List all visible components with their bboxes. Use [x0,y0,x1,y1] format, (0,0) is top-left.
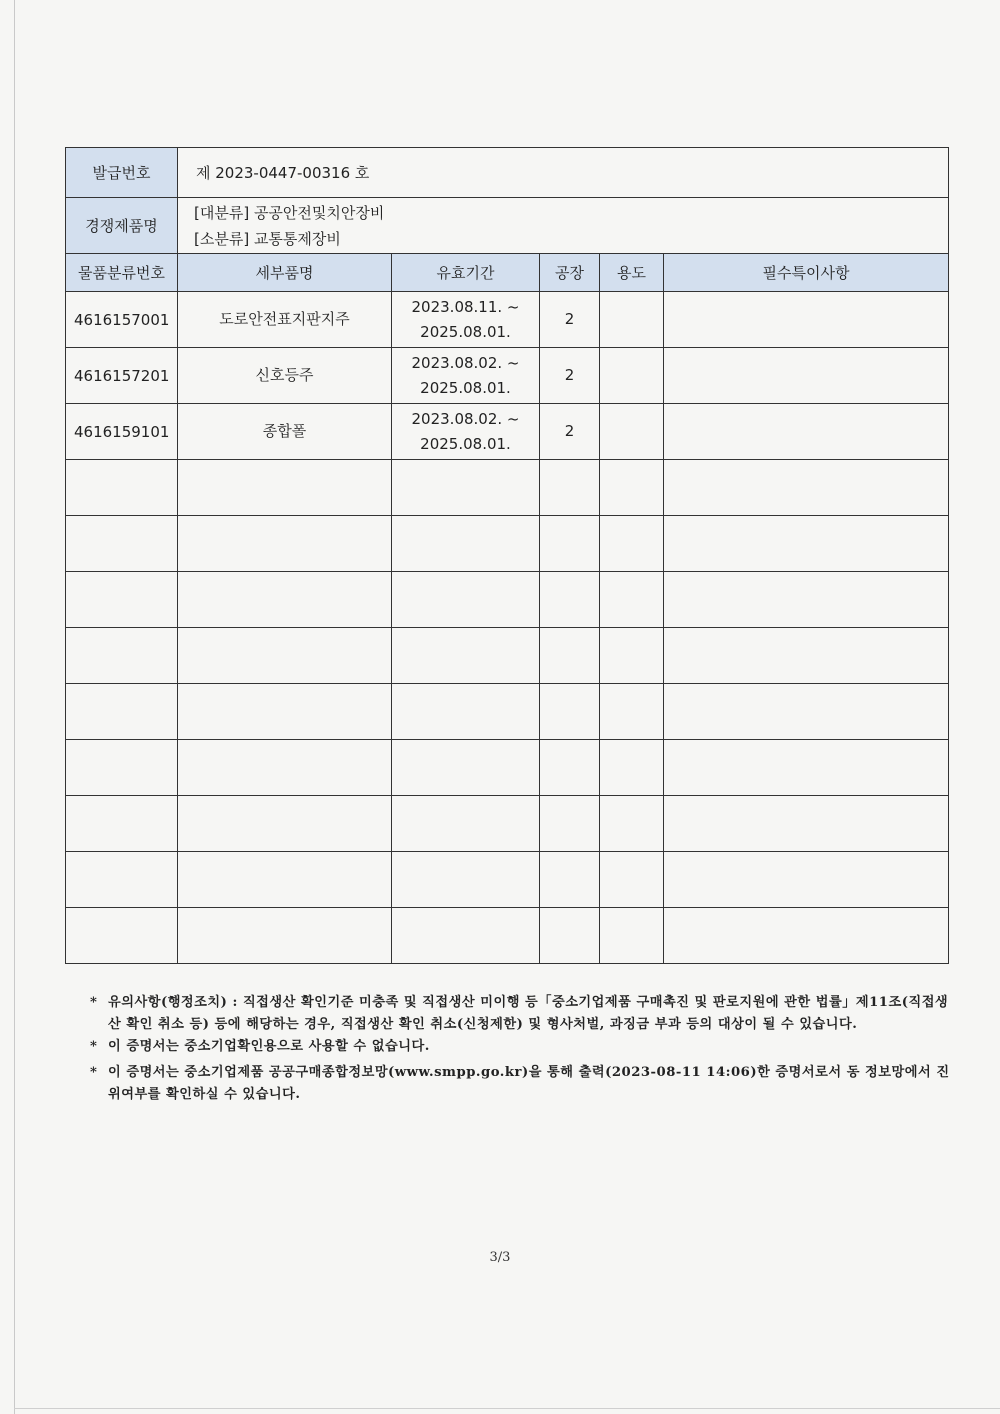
note-admin-action [90,992,960,1036]
item-code: 4616159101 [66,404,178,460]
empty-cell [600,684,664,740]
empty-cell [664,796,949,852]
empty-cell [392,460,540,516]
period-to: 2025.08.01. [420,378,511,397]
item-period [392,348,540,404]
empty-cell [540,684,600,740]
empty-cell [540,628,600,684]
period-from: 2023.08.02. ~ [411,353,520,372]
empty-cell [600,852,664,908]
period-to: 2025.08.01. [420,434,511,453]
empty-cell [392,572,540,628]
period-to: 2025.08.01. [420,322,511,341]
item-note [664,404,949,460]
item-factory: 2 [540,348,600,404]
item-note [664,292,949,348]
col-header-factory: 공장 [540,254,600,292]
empty-cell [392,852,540,908]
note-text: 유의사항(행정조치) : 직접생산 확인기준 미충족 및 직접생산 미이행 등「중소기업제품 구매촉진 및 판로지원에 관한 법률」제11조(직접생산 확인 취소 등) 등에 해당하는 경우, 직접생산 확인 취소(신청제한) 및 형사처벌, 과징금 부과 등의 대상이 될 수 있습니다. [108,995,949,1032]
note-verification [90,1062,960,1106]
empty-cell [66,796,178,852]
empty-cell [664,684,949,740]
empty-cell [178,740,392,796]
page-number: 3/3 [489,1250,511,1265]
period-from: 2023.08.02. ~ [411,409,520,428]
note-text: 이 증명서는 중소기업제품 공공구매종합정보망(www.smpp.go.kr)을 통해 출력(2023-08-11 14:06)한 증명서로서 동 정보망에서 진위여부를 확인하실 수 있습니다. [108,1065,950,1102]
item-factory: 2 [540,404,600,460]
item-period [392,292,540,348]
empty-cell [600,628,664,684]
empty-cell [178,852,392,908]
empty-cell [392,628,540,684]
empty-cell [664,572,949,628]
empty-cell [664,460,949,516]
empty-cell [66,628,178,684]
issue-number: 제 2023-0447-00316 호 [178,148,949,198]
product-value [178,198,949,254]
item-period [392,404,540,460]
notes-section [90,992,960,1106]
note-text: 이 증명서는 중소기업확인용으로 사용할 수 없습니다. [108,1039,430,1054]
empty-cell [664,740,949,796]
product-row [66,198,949,254]
empty-cell [178,516,392,572]
empty-cell [664,516,949,572]
empty-row [66,572,949,628]
empty-row [66,740,949,796]
product-major: [대분류] 공공안전및치안장비 [194,203,385,222]
empty-row [66,460,949,516]
empty-cell [600,796,664,852]
period-from: 2023.08.11. ~ [411,297,520,316]
note-bullet: * [90,1065,98,1080]
empty-cell [66,460,178,516]
empty-cell [664,852,949,908]
empty-cell [178,684,392,740]
item-factory: 2 [540,292,600,348]
issue-row [66,148,949,198]
col-header-usage: 용도 [600,254,664,292]
empty-cell [540,908,600,964]
empty-cell [600,908,664,964]
empty-cell [600,572,664,628]
empty-cell [540,852,600,908]
empty-cell [392,684,540,740]
empty-cell [540,516,600,572]
empty-cell [392,796,540,852]
empty-cell [392,908,540,964]
empty-cell [66,908,178,964]
item-name: 도로안전표지판지주 [178,292,392,348]
empty-row [66,684,949,740]
page-left-edge [14,0,15,1414]
col-header-note: 필수특이사항 [664,254,949,292]
empty-row [66,908,949,964]
empty-cell [540,572,600,628]
note-not-sme-proof [90,1036,960,1058]
empty-cell [540,796,600,852]
empty-cell [540,740,600,796]
empty-cell [540,460,600,516]
empty-cell [66,572,178,628]
item-name: 종합폴 [178,404,392,460]
product-label: 경쟁제품명 [66,198,178,254]
empty-cell [600,740,664,796]
item-code: 4616157001 [66,292,178,348]
empty-cell [66,852,178,908]
product-minor: [소분류] 교통통제장비 [194,229,341,248]
empty-cell [178,796,392,852]
empty-cell [66,740,178,796]
empty-cell [178,628,392,684]
item-code: 4616157201 [66,348,178,404]
empty-cell [392,740,540,796]
empty-row [66,852,949,908]
empty-cell [178,572,392,628]
empty-cell [600,460,664,516]
issue-label: 발급번호 [66,148,178,198]
empty-cell [600,516,664,572]
item-name: 신호등주 [178,348,392,404]
empty-cell [392,516,540,572]
empty-cell [178,908,392,964]
col-header-code: 물품분류번호 [66,254,178,292]
item-note [664,348,949,404]
empty-row [66,628,949,684]
empty-row [66,516,949,572]
empty-cell [66,684,178,740]
col-header-period: 유효기간 [392,254,540,292]
empty-cell [66,516,178,572]
note-bullet: * [90,1039,98,1054]
column-header-row [66,254,949,292]
col-header-name: 세부품명 [178,254,392,292]
item-usage [600,292,664,348]
note-bullet: * [90,995,98,1010]
table-row [66,404,949,460]
empty-cell [178,460,392,516]
item-usage [600,404,664,460]
empty-cell [664,628,949,684]
empty-row [66,796,949,852]
table-row [66,348,949,404]
item-usage [600,348,664,404]
empty-cell [664,908,949,964]
table-row [66,292,949,348]
certificate-table [65,147,949,964]
page-bottom-edge [14,1408,1000,1409]
